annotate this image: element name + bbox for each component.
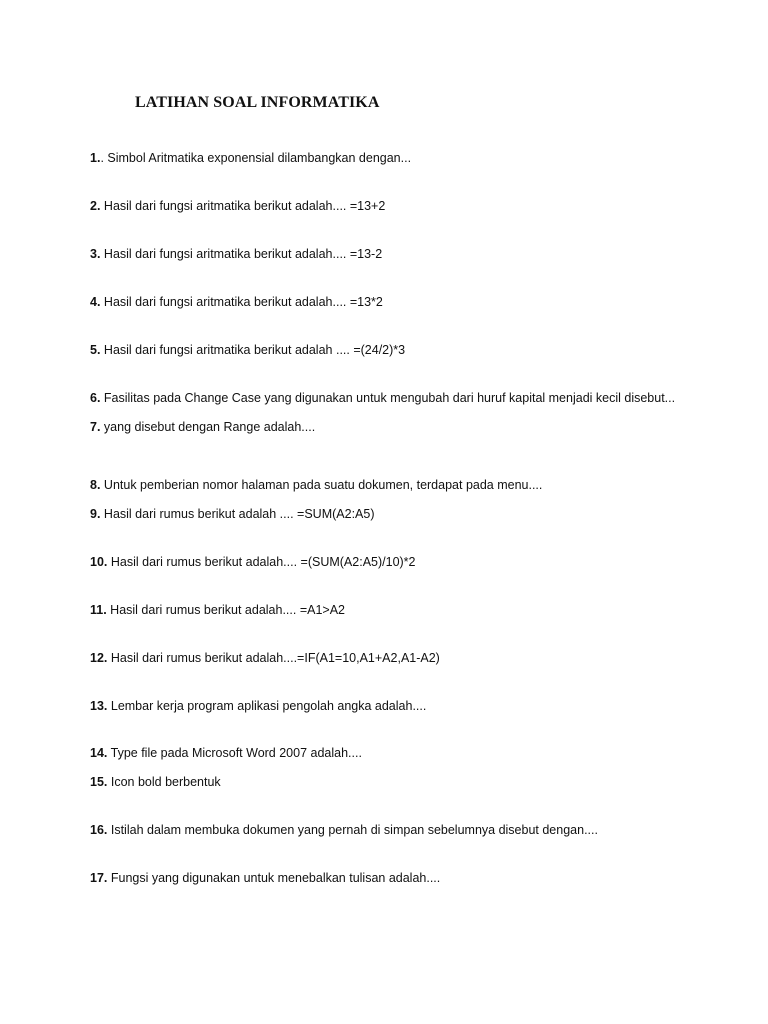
question-number: 1. [90, 151, 101, 165]
question-text: Untuk pemberian nomor halaman pada suatu dokumen, terdapat pada menu.... [100, 478, 543, 492]
question-text: Hasil dari rumus berikut adalah....=IF(A1=10,A1+A2,A1-A2) [107, 651, 440, 665]
question-text: Hasil dari rumus berikut adalah.... =A1>A2 [106, 603, 346, 617]
question-number: 10. [90, 555, 108, 569]
page-title: LATIHAN SOAL INFORMATIKA [135, 94, 380, 111]
question-item [90, 478, 542, 492]
question-number: 12. [90, 651, 108, 665]
question-text: Icon bold berbentuk [107, 775, 221, 789]
question-number: 15. [90, 775, 108, 789]
question-item [90, 507, 375, 521]
question-number: 3. [90, 247, 101, 261]
question-text: . Simbol Aritmatika exponensial dilambangkan dengan... [100, 151, 412, 165]
question-item [90, 420, 315, 434]
question-item [90, 651, 440, 665]
question-item [90, 343, 405, 357]
question-item [90, 199, 385, 213]
question-number: 13. [90, 699, 108, 713]
question-text: Hasil dari fungsi aritmatika berikut adalah.... =13+2 [100, 199, 386, 213]
question-text: Hasil dari fungsi aritmatika berikut adalah .... =(24/2)*3 [100, 343, 406, 357]
question-number: 5. [90, 343, 101, 357]
question-item [90, 746, 362, 760]
question-item [90, 247, 382, 261]
question-item [90, 555, 416, 569]
question-number: 17. [90, 871, 108, 885]
question-number: 7. [90, 420, 101, 434]
question-item [90, 151, 411, 165]
question-number: 14. [90, 746, 108, 760]
question-text: Lembar kerja program aplikasi pengolah angka adalah.... [107, 699, 427, 713]
question-item [90, 823, 598, 837]
question-number: 2. [90, 199, 101, 213]
question-number: 9. [90, 507, 101, 521]
question-number: 4. [90, 295, 101, 309]
question-text: Hasil dari rumus berikut adalah.... =(SUM(A2:A5)/10)*2 [107, 555, 416, 569]
question-number: 8. [90, 478, 101, 492]
question-item [90, 699, 426, 713]
question-text: Fasilitas pada Change Case yang digunakan untuk mengubah dari huruf kapital menjadi kecil disebut... [100, 391, 676, 405]
question-text: Hasil dari fungsi aritmatika berikut adalah.... =13*2 [100, 295, 383, 309]
question-number: 11. [90, 603, 107, 617]
question-text: Type file pada Microsoft Word 2007 adalah.... [107, 746, 362, 760]
question-text: yang disebut dengan Range adalah.... [100, 420, 316, 434]
question-number: 6. [90, 391, 101, 405]
question-text: Istilah dalam membuka dokumen yang pernah di simpan sebelumnya disebut dengan.... [107, 823, 598, 837]
question-item [90, 295, 383, 309]
question-text: Fungsi yang digunakan untuk menebalkan tulisan adalah.... [107, 871, 441, 885]
question-item [90, 775, 221, 789]
question-text: Hasil dari rumus berikut adalah .... =SUM(A2:A5) [100, 507, 375, 521]
question-item [90, 603, 345, 617]
question-text: Hasil dari fungsi aritmatika berikut adalah.... =13-2 [100, 247, 383, 261]
question-number: 16. [90, 823, 108, 837]
question-item [90, 871, 440, 885]
question-item [90, 391, 675, 405]
